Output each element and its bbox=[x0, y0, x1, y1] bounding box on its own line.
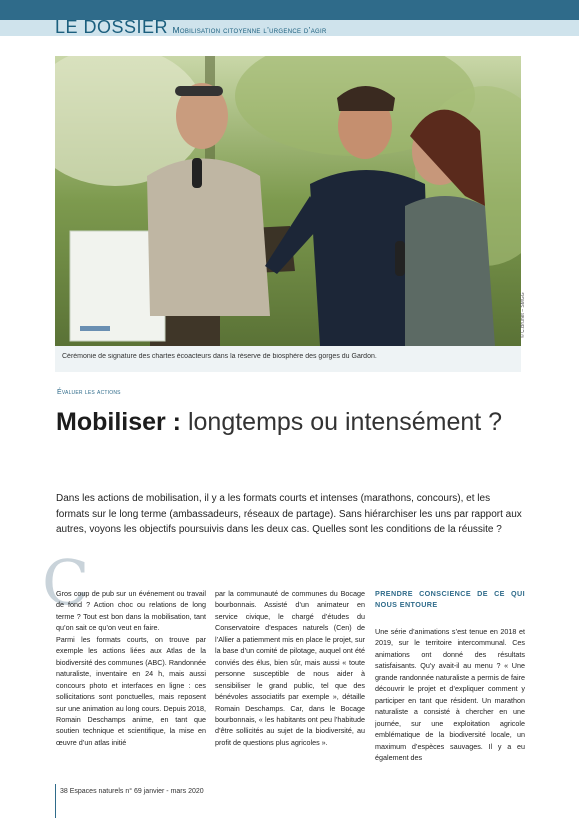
section-header bbox=[55, 17, 327, 38]
article-title-rest: longtemps ou intensément ? bbox=[181, 408, 503, 436]
photo-caption: Cérémonie de signature des chartes écoacteurs dans la réserve de biosphère des gorges du Gardon. bbox=[62, 353, 377, 360]
body-paragraph: Une série d’animations s’est tenue en 2018 et 2019, sur le territoire intercommunal. Ces animations ont donné des résultats satisfaisants. Qu’y avait-il au menu ? « Une grande randonnée naturaliste a permis de faire découvrir le projet et d’expliquer comment y participer en tant que résident. Un marathon naturaliste a consisté à chercher en une journée, sur une exploitation agricole emblématique de la biodiversité locale, un maximum d’espèces sauvages. Il y a eu également des bbox=[375, 627, 525, 762]
body-paragraph: par la communauté de communes du Bocage bourbonnais. Assisté d’un animateur en service civique, le chargé d’études du Conservatoire d’espaces naturels (Cen) de l’Allier a patiemment mis en place le projet, sur la base d’un comité de pilotage, auquel ont été conviés des élus, bien sûr, mais aussi « toute personne susceptible de nous aider à sensibiliser le grand public, tel que des bénévoles associatifs par exemple », détaille Romain Deschamps. Car, dans le Bocage bourbonnais, « les habitants ont peu l’habitude d’être sollicités au sujet de la biodiversité, au profit de questions plus agricoles ». bbox=[215, 589, 365, 747]
section-title: LE DOSSIER bbox=[55, 17, 169, 37]
body-column-1 bbox=[56, 588, 206, 766]
body-paragraph: Gros coup de pub sur un événement ou travail de fond ? Action choc ou relations de long terme ? Tout est bon dans la mobilisation, tant qu’on sait ce qu’on veut en faire. bbox=[56, 589, 206, 633]
body-paragraph: Parmi les formats courts, on trouve par exemple les actions liées aux Atlas de la biodiversité des communes (ABC). Randonnée naturaliste, inventaire en 24 h, mais aussi concours photo et interfaces en ligne : ces sollicitations sont ponctuelles, mais reposent sur une animation au long cours. Depuis 2018, Romain Deschamps anime, en tant que soutien technique et scientifique, la mise en œuvre d’un atlas initié bbox=[56, 634, 206, 747]
article-rubric: Évaluer les actions bbox=[57, 389, 121, 396]
article-photo bbox=[55, 56, 521, 346]
photo-credit: © C.Brunet – SMGG bbox=[520, 292, 526, 338]
article-title bbox=[56, 407, 526, 438]
footer-rule bbox=[55, 784, 56, 818]
drop-cap: C bbox=[42, 546, 90, 619]
section-subtitle: Mobilisation citoyenne l’urgence d’agir bbox=[172, 25, 327, 35]
page-footer: 38 Espaces naturels n° 69 janvier - mars 2020 bbox=[60, 788, 204, 795]
body-column-2 bbox=[215, 588, 365, 766]
column-subheading: PRENDRE CONSCIENCE DE CE QUI NOUS ENTOURE bbox=[375, 589, 525, 609]
body-column-3 bbox=[375, 588, 525, 766]
article-lead: Dans les actions de mobilisation, il y a les formats courts et intenses (marathons, concours), et les formats sur le long terme (ambassadeurs, réseaux de partage). Sans hiérarchiser les uns par rapport aux autres, voyons les objectifs poursuivis dans les deux cas. Quelles sont les conditions de la réussite ? bbox=[56, 493, 522, 535]
article-title-bold: Mobiliser : bbox=[56, 408, 182, 436]
